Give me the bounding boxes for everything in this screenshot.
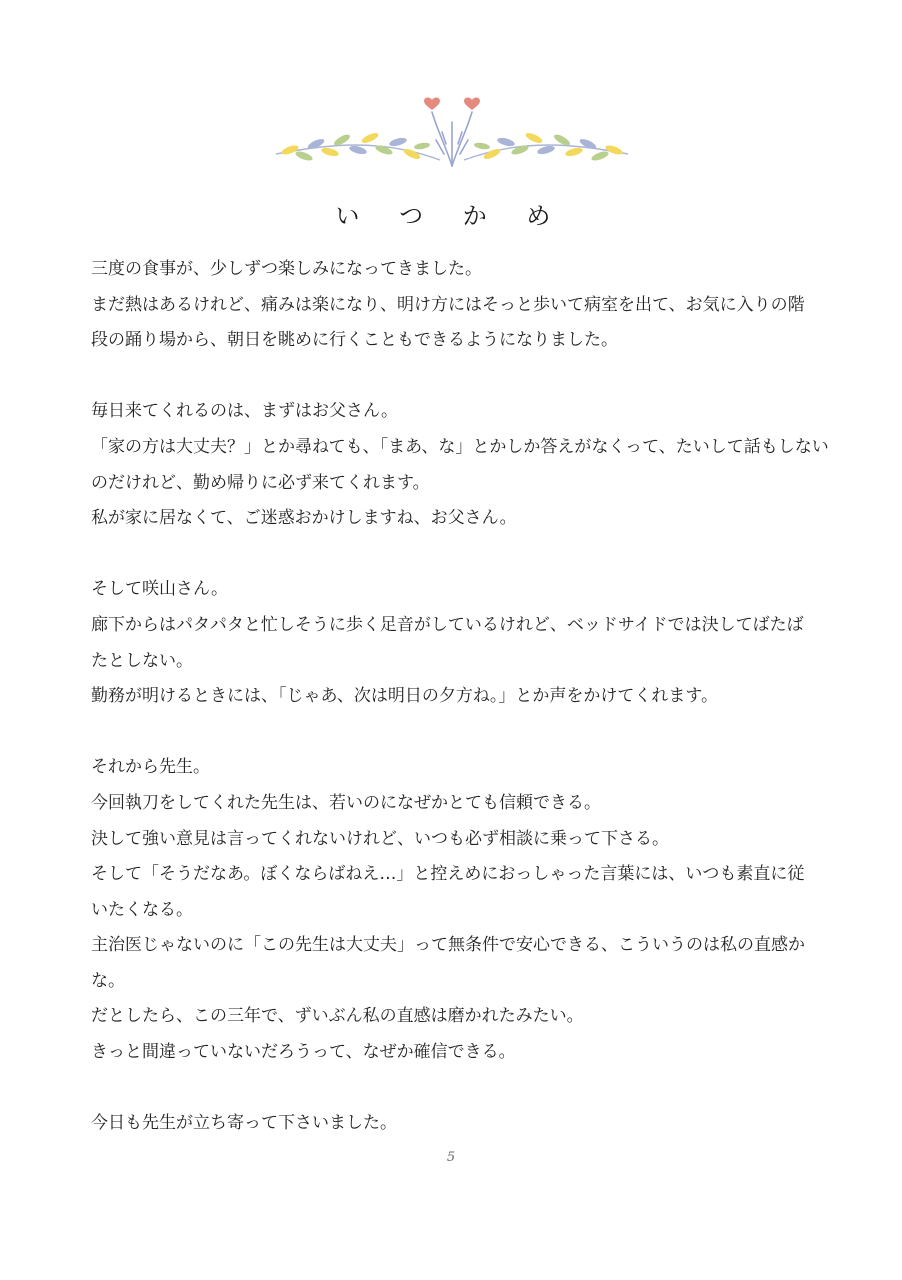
- heart-icon: [424, 97, 440, 110]
- page-title: い つ か め: [335, 202, 567, 230]
- blank-line: [91, 1071, 815, 1107]
- text-line: たとしない。: [91, 650, 193, 671]
- text-line: 三度の食事が、少しずつ楽しみになってきました。: [91, 259, 482, 279]
- text-line: だとしたら、この三年で、ずいぶん私の直感は磨かれたみたい。: [91, 1006, 584, 1027]
- blank-line: [91, 359, 815, 395]
- text-line: 段の踊り場から、朝日を眺めに行くこともできるようになりました。: [91, 330, 618, 351]
- body-text: [91, 252, 829, 1142]
- blank-line: [91, 537, 815, 573]
- floral-ornament-icon: [270, 92, 634, 174]
- text-line: 私が家に居なくて、ご迷惑おかけしますね、お父さん。: [91, 508, 517, 529]
- blank-line: [91, 715, 815, 751]
- text-line: な。: [91, 970, 125, 991]
- text-line: まだ熱はあるけれど、痛みは楽になり、明け方にはそっと歩いて病室を出て、お気に入りの階: [91, 294, 805, 315]
- text-line: そして咲山さん。: [91, 579, 229, 600]
- text-line: 今日も先生が立ち寄って下さいました。: [91, 1113, 397, 1134]
- text-line: きっと間違っていないだろうって、なぜか確信できる。: [91, 1042, 516, 1063]
- text-line: 廊下からはパタパタと忙しそうに歩く足音がしているけれど、ベッドサイドでは決してばたば: [91, 614, 804, 635]
- text-line: 毎日来てくれるのは、まずはお父さん。: [91, 401, 399, 422]
- text-line: いたくなる。: [91, 899, 193, 920]
- text-line: 「家の方は大丈夫？」とか尋ねても、「まあ、な」とかしか答えがなくって、たいして話もしない: [91, 436, 829, 457]
- text-line: それから先生。: [91, 757, 210, 778]
- text-line: 勤務が明けるときには、「じゃあ、次は明日の夕方ね。」とか声をかけてくれます。: [91, 686, 718, 707]
- text-line: 主治医じゃないのに「この先生は大丈夫」って無条件で安心できる、こういうのは私の直感か: [91, 935, 805, 956]
- page-number: 5: [446, 1150, 456, 1165]
- text-line: 今回執刀をしてくれた先生は、若いのになぜかとても信頼できる。: [91, 792, 601, 813]
- heart-icon: [464, 97, 480, 110]
- text-line: 決して強い意見は言ってくれないけれど、いつも必ず相談に乗って下さる。: [91, 828, 669, 849]
- text-line: のだけれど、勤め帰りに必ず来てくれます。: [91, 472, 430, 493]
- text-line: そして「そうだなあ。ぼくならばねえ…」と控えめにおっしゃった言葉には、いつも素直に従: [91, 864, 805, 885]
